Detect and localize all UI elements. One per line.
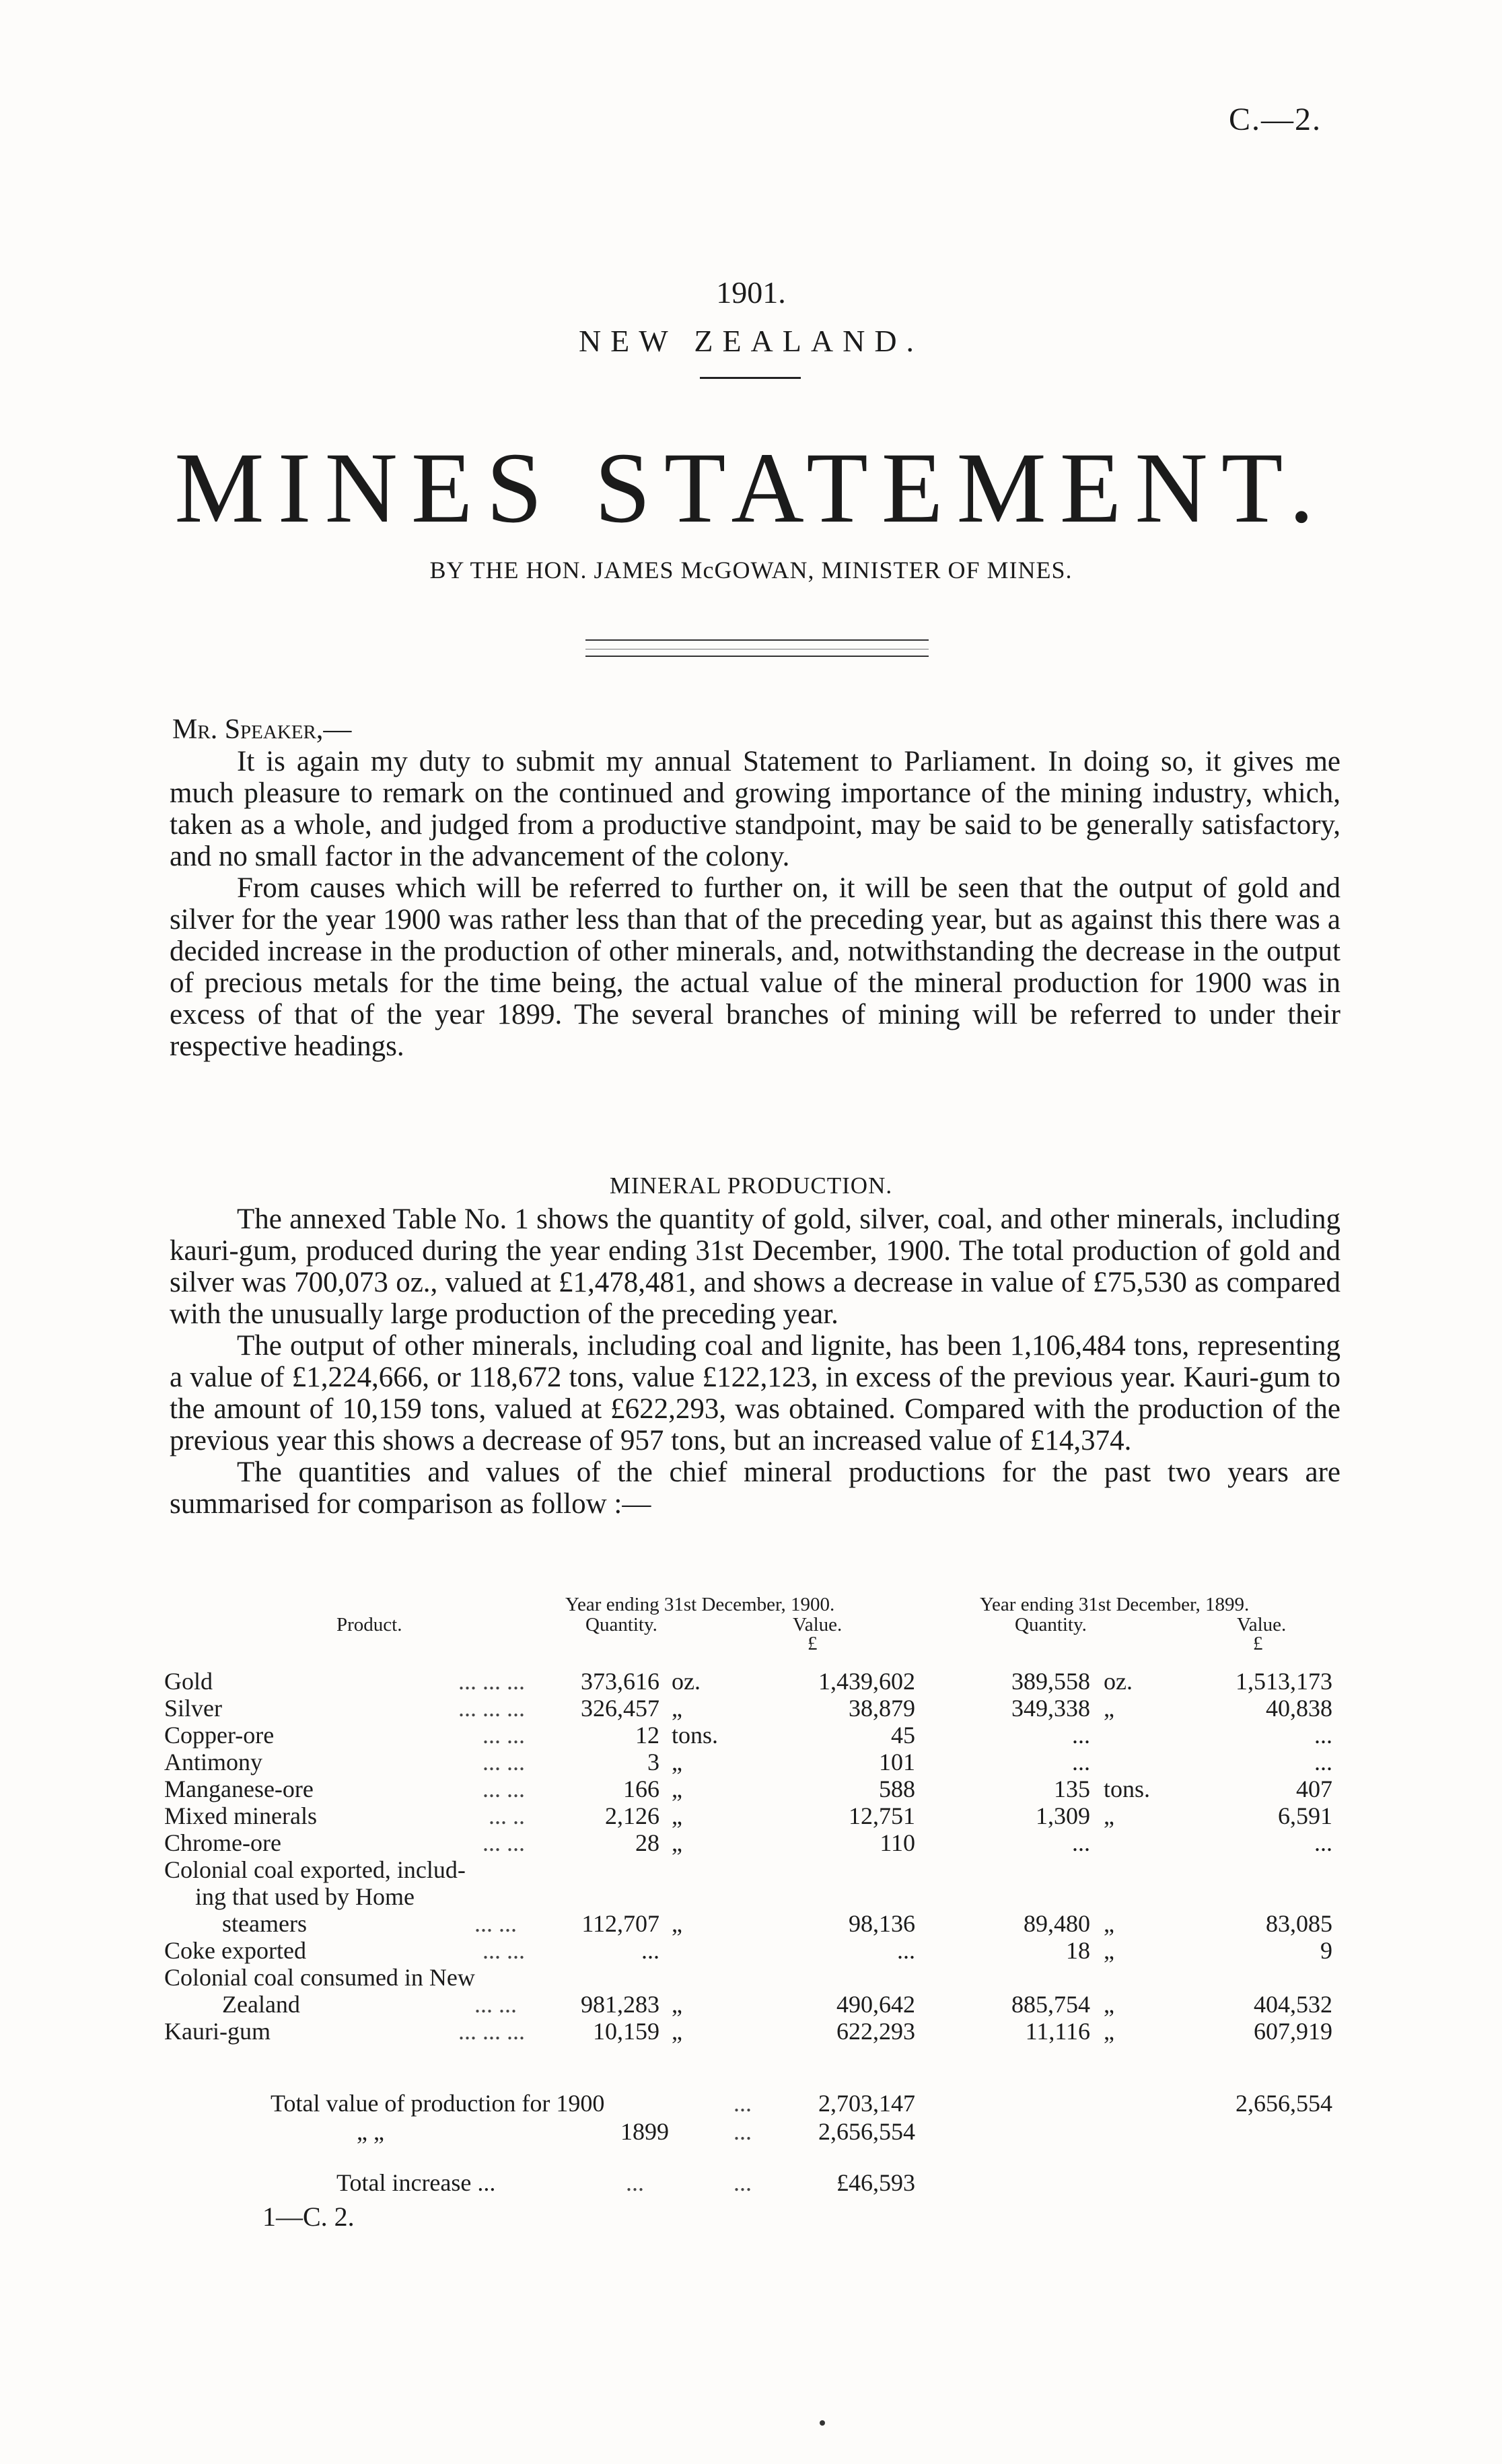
row-unit-1899: „ — [1104, 1910, 1114, 1937]
row-quantity-1899: 389,558 — [1011, 1668, 1090, 1695]
row-unit-1900: „ — [672, 1775, 682, 1802]
row-unit-1900: „ — [672, 1991, 682, 2018]
total-1900-value: 2,703,147 — [818, 2090, 915, 2117]
row-leader-dots: ... ... ... — [458, 1695, 525, 1722]
row-quantity-1899: 1,309 — [1036, 1802, 1090, 1829]
row-quantity-1900: 10,159 — [593, 2018, 659, 2045]
row-quantity-1900: 981,283 — [581, 1991, 659, 2018]
row-value-1899: ... — [1314, 1722, 1332, 1749]
row-value-1900: 622,293 — [836, 2018, 915, 2045]
row-unit-1899: „ — [1104, 1937, 1114, 1964]
section-heading: MINERAL PRODUCTION. — [609, 1172, 893, 1199]
row-unit-1900: „ — [672, 1910, 682, 1937]
paragraph: The quantities and values of the chief mineral productions for the past two years are summarised for comparison as follow :— — [170, 1456, 1340, 1520]
page-title: MINES STATEMENT. — [174, 432, 1328, 544]
row-product: Colonial coal exported, includ- — [164, 1856, 466, 1883]
total-1899-column-value: 2,656,554 — [1236, 2090, 1332, 2117]
document-year: 1901. — [716, 275, 786, 310]
row-leader-dots: ... ... — [482, 1722, 525, 1749]
row-unit-1900: „ — [672, 1802, 682, 1829]
row-quantity-1900: 112,707 — [581, 1910, 659, 1937]
row-value-1900: 45 — [891, 1722, 915, 1749]
leader-dots: ... — [626, 2169, 644, 2196]
row-unit-1899: „ — [1104, 1991, 1114, 2018]
currency-symbol: £ — [1253, 1633, 1263, 1654]
country-heading: NEW ZEALAND. — [578, 324, 924, 358]
paragraph: The output of other minerals, including coal and lignite, has been 1,106,484 tons, representing a value of £1,224,666, or 118,672 tons, value £122,123, in excess of the previous year. Kauri-gum to the amount of 10,159 tons, valued at £622,293, was obtained. Compared with the production of the previous year this shows a decrease of 957 tons, but an increased value of £14,374. — [170, 1330, 1340, 1456]
row-quantity-1899: 11,116 — [1025, 2018, 1090, 2045]
row-unit-1899: tons. — [1104, 1775, 1151, 1802]
increase-label: Total increase ... — [336, 2169, 496, 2196]
row-product: Gold — [164, 1668, 213, 1695]
row-value-1899: 9 — [1320, 1937, 1332, 1964]
row-value-1900: 38,879 — [849, 1695, 915, 1722]
row-value-1900: ... — [897, 1937, 915, 1964]
row-value-1899: 407 — [1296, 1775, 1332, 1802]
row-quantity-1899: 89,480 — [1024, 1910, 1090, 1937]
row-quantity-1899: ... — [1072, 1722, 1090, 1749]
leader-dots: ... — [734, 2090, 752, 2117]
row-value-1900: 588 — [879, 1775, 915, 1802]
row-unit-1899: oz. — [1104, 1668, 1133, 1695]
row-quantity-1899: 349,338 — [1011, 1695, 1090, 1722]
increase-value: £46,593 — [836, 2169, 915, 2196]
document-reference: C.—2. — [1229, 102, 1322, 137]
col-quantity-1900: Quantity. — [585, 1614, 657, 1635]
row-unit-1899: „ — [1104, 1802, 1114, 1829]
row-quantity-1899: 135 — [1054, 1775, 1090, 1802]
group-header-1900: Year ending 31st December, 1900. — [565, 1594, 835, 1615]
total-label: Total value of production for 1900 — [271, 2090, 605, 2117]
row-value-1899: 607,919 — [1254, 2018, 1332, 2045]
row-quantity-1899: 885,754 — [1011, 1991, 1090, 2018]
row-leader-dots: ... ... ... — [458, 1668, 525, 1695]
row-product: Mixed minerals — [164, 1802, 317, 1829]
row-product: Chrome-ore — [164, 1829, 281, 1856]
row-leader-dots: ... ... ... — [458, 2018, 525, 2045]
row-unit-1900: „ — [672, 1829, 682, 1856]
row-leader-dots: ... ... — [482, 1937, 525, 1964]
row-product: Silver — [164, 1695, 222, 1722]
paragraph: The annexed Table No. 1 shows the quantity of gold, silver, coal, and other minerals, including kauri-gum, produced during the year ending 31st December, 1900. The total production of gold and silver was 700,073 oz., valued at £1,478,481, and shows a decrease in value of £75,530 as compared with the unusually large production of the preceding year. — [170, 1203, 1340, 1330]
row-leader-dots: ... .. — [489, 1802, 525, 1829]
row-quantity-1899: ... — [1072, 1829, 1090, 1856]
row-leader-dots: ... ... — [482, 1775, 525, 1802]
row-product-cont: steamers — [222, 1910, 307, 1937]
row-quantity-1900: 12 — [635, 1722, 659, 1749]
row-quantity-1900: ... — [641, 1937, 659, 1964]
leader-dots: ... — [734, 2118, 752, 2145]
production-paragraphs — [170, 1203, 1340, 1520]
row-value-1900: 101 — [879, 1749, 915, 1775]
row-leader-dots: ... ... — [474, 1910, 517, 1937]
row-quantity-1899: ... — [1072, 1749, 1090, 1775]
col-quantity-1899: Quantity. — [1015, 1614, 1087, 1635]
row-product: Antimony — [164, 1749, 263, 1775]
col-value-1900: Value. — [793, 1614, 843, 1635]
intro-paragraphs — [170, 746, 1340, 1062]
row-product-cont: ing that used by Home — [195, 1883, 415, 1910]
row-unit-1900: „ — [672, 1749, 682, 1775]
row-product: Manganese-ore — [164, 1775, 314, 1802]
row-value-1900: 110 — [880, 1829, 915, 1856]
col-value-1899: Value. — [1237, 1614, 1287, 1635]
row-quantity-1900: 326,457 — [581, 1695, 659, 1722]
col-product: Product. — [336, 1614, 402, 1635]
row-leader-dots: ... ... — [482, 1749, 525, 1775]
row-quantity-1900: 3 — [647, 1749, 659, 1775]
paragraph: It is again my duty to submit my annual Statement to Parliament. In doing so, it gives me much pleasure to remark on the continued and growing importance of the mining industry, which, taken as a whole, and judged from a productive standpoint, may be said to be generally satisfactory, and no small factor in the advancement of the colony. — [170, 746, 1340, 872]
row-leader-dots: ... ... — [482, 1829, 525, 1856]
row-value-1900: 98,136 — [849, 1910, 915, 1937]
print-mark — [820, 2420, 825, 2426]
byline: BY THE HON. JAMES McGOWAN, MINISTER OF MINES. — [429, 557, 1073, 584]
row-product: Coke exported — [164, 1937, 306, 1964]
row-unit-1899: „ — [1104, 2018, 1114, 2045]
currency-symbol: £ — [808, 1633, 818, 1654]
row-value-1899: 6,591 — [1278, 1802, 1332, 1829]
divider-rule — [700, 377, 801, 379]
ornamental-rule — [585, 639, 929, 641]
row-value-1899: ... — [1314, 1749, 1332, 1775]
salutation: Mr. Speaker,— — [172, 714, 352, 745]
row-unit-1900: oz. — [672, 1668, 701, 1695]
row-quantity-1899: 18 — [1066, 1937, 1090, 1964]
row-quantity-1900: 2,126 — [605, 1802, 659, 1829]
row-value-1900: 490,642 — [836, 1991, 915, 2018]
row-unit-1900: „ — [672, 2018, 682, 2045]
row-value-1899: 404,532 — [1254, 1991, 1332, 2018]
row-value-1899: 40,838 — [1266, 1695, 1332, 1722]
row-product: Colonial coal consumed in New — [164, 1964, 475, 1991]
total-1899-year: 1899 — [620, 2118, 669, 2145]
row-unit-1900: „ — [672, 1695, 682, 1722]
row-product: Kauri-gum — [164, 2018, 271, 2045]
row-value-1899: 1,513,173 — [1236, 1668, 1332, 1695]
row-quantity-1900: 166 — [623, 1775, 659, 1802]
row-value-1899: ... — [1314, 1829, 1332, 1856]
leader-dots: ... — [734, 2169, 752, 2196]
row-value-1899: 83,085 — [1266, 1910, 1332, 1937]
row-leader-dots: ... ... — [474, 1991, 517, 2018]
row-quantity-1900: 373,616 — [581, 1668, 659, 1695]
row-quantity-1900: 28 — [635, 1829, 659, 1856]
row-product-cont: Zealand — [222, 1991, 300, 2018]
total-1899-value: 2,656,554 — [818, 2118, 915, 2145]
ditto-marks: „ „ — [357, 2118, 384, 2145]
ornamental-rule — [585, 656, 929, 657]
row-value-1900: 1,439,602 — [818, 1668, 915, 1695]
row-value-1900: 12,751 — [849, 1802, 915, 1829]
row-unit-1900: tons. — [672, 1722, 719, 1749]
row-product: Copper-ore — [164, 1722, 275, 1749]
row-unit-1899: „ — [1104, 1695, 1114, 1722]
page-footer: 1—C. 2. — [262, 2202, 355, 2232]
group-header-1899: Year ending 31st December, 1899. — [980, 1594, 1250, 1615]
paragraph: From causes which will be referred to further on, it will be seen that the output of gold and silver for the year 1900 was rather less than that of the preceding year, but as against this there was a decided increase in the production of other minerals, and, notwithstanding the decrease in the output of precious metals for the time being, the actual value of the mineral production for 1900 was in excess of that of the year 1899. The several branches of mining will be referred to under their respective headings. — [170, 872, 1340, 1062]
